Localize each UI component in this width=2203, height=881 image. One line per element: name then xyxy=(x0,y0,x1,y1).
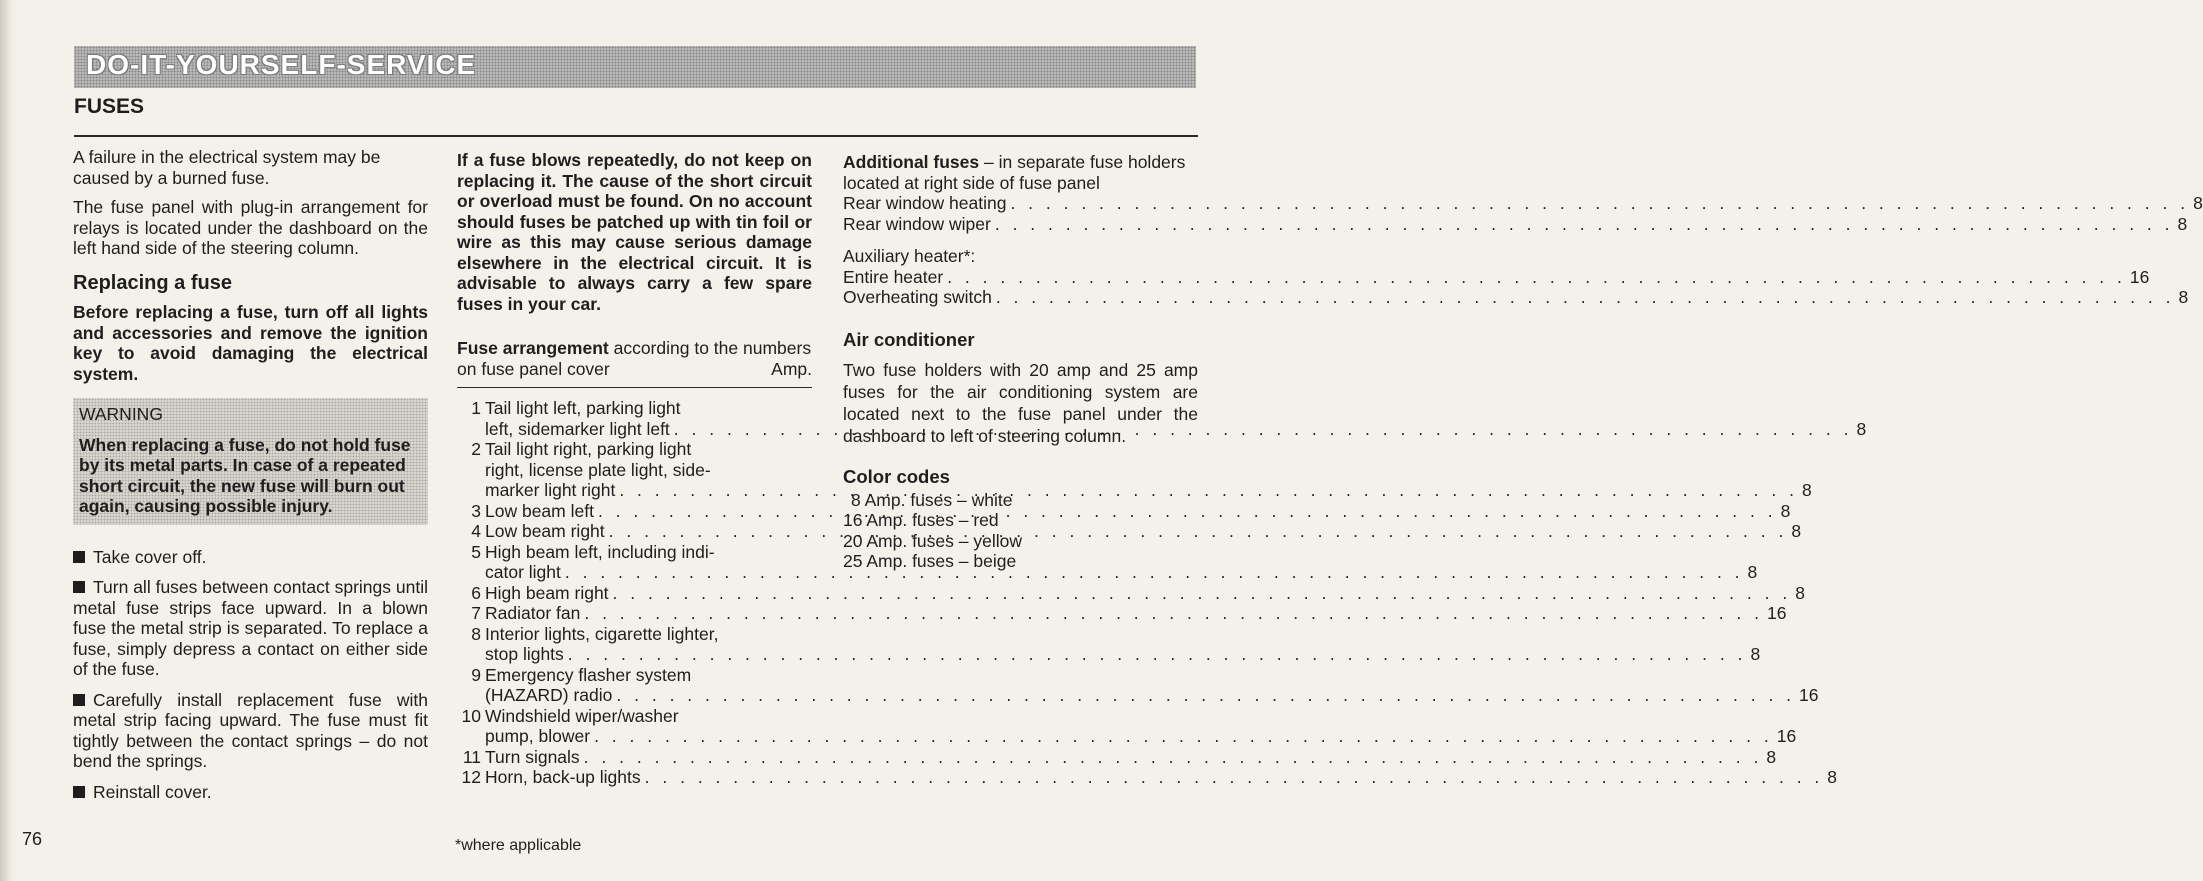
fuse-label: Horn, back-up lights xyxy=(485,767,641,787)
color-codes-heading: Color codes xyxy=(843,466,950,487)
fuse-number: 10 xyxy=(461,705,481,726)
fuse-amp: 8 xyxy=(1856,418,1867,439)
list-item: Reinstall cover. xyxy=(73,782,428,803)
fuse-description-line: Tail light left, parking light xyxy=(485,398,681,418)
fuse-amp: 8 xyxy=(1827,767,1838,787)
list-item: 25 Amp. fuses – beige xyxy=(843,551,1017,571)
bullet-square-icon xyxy=(73,694,85,706)
fuse-number: 4 xyxy=(471,521,481,541)
fuse-number: 9 xyxy=(471,664,481,685)
fuse-row xyxy=(457,623,1761,665)
fuse-description-line: Tail light right, parking light xyxy=(485,439,692,459)
fuse-amp: 16 xyxy=(1799,685,1819,705)
fuse-amp: 8 xyxy=(1747,562,1758,582)
fuse-label: (HAZARD) radio xyxy=(485,685,613,705)
fuse-leader-line xyxy=(485,644,1760,665)
amp-column-header: Amp. xyxy=(771,358,812,379)
repeated-blow-warning: If a fuse blows repeatedly, do not keep on replacing it. The cause of the short circuit or overload must be found. On no account should fuses be patched up with tin foil or wire as this may cause serious damage elsewhere in the electrical circuit. It is advisable to always carry a few spare fuses in your car. xyxy=(457,150,812,314)
fuse-number: 12 xyxy=(461,767,481,787)
fuse-number: 11 xyxy=(462,746,481,767)
fuse-amp: 8 xyxy=(1750,644,1761,664)
fuse-label: cator light xyxy=(485,562,561,582)
fuse-description-line: Interior lights, cigarette lighter, xyxy=(485,623,719,644)
title-rule xyxy=(74,135,1198,137)
warning-title: WARNING xyxy=(79,404,163,424)
air-conditioner-text: Two fuse holders with 20 amp and 25 amp fuses for the air conditioning system are located next to the fuse panel under the dashboard to left of steering column. xyxy=(843,360,1198,446)
fuse-leader-line xyxy=(485,685,1819,706)
column-left xyxy=(73,147,428,812)
arrangement-rule xyxy=(457,387,812,388)
table-row: Rear window heating . . . 8 xyxy=(843,193,1198,214)
fuse-number: 8 xyxy=(471,623,481,644)
fuse-label: Low beam right xyxy=(485,521,605,541)
page-number: 76 xyxy=(22,829,43,849)
bullet-square-icon xyxy=(73,551,85,563)
warning-text: When replacing a fuse, do not hold fuse by its metal parts. In case of a repeated short circuit, the new fuse will burn out again, causing possible injury. xyxy=(79,434,411,516)
table-row: Entire heater . . . 16 xyxy=(843,267,1198,288)
fuse-row xyxy=(457,603,1787,624)
warning-box xyxy=(73,398,428,525)
fuse-number: 1 xyxy=(471,398,481,418)
list-item: 20 Amp. fuses – yellow xyxy=(843,530,1022,551)
additional-fuses-text: – in separate fuse holders located at right side of fuse panel xyxy=(843,152,1186,193)
fuse-row xyxy=(457,664,1819,706)
fuse-amp: 16 xyxy=(1776,726,1797,746)
fuse-leader-line xyxy=(485,726,1796,747)
fuse-arrangement-header xyxy=(457,338,812,379)
fuse-number: 3 xyxy=(471,500,481,521)
additional-fuses-title: Additional fuses xyxy=(843,152,980,172)
page-title: FUSES xyxy=(74,95,145,118)
fuse-leader-line xyxy=(485,747,1776,768)
bullet-square-icon xyxy=(73,581,85,593)
fuse-panel-paragraph: The fuse panel with plug-in arrangement for relays is located under the dashboard on the left hand side of the steering column. xyxy=(73,197,428,258)
fuse-row xyxy=(457,767,1838,788)
fuse-description-line: right, license plate light, side- xyxy=(485,459,711,480)
fuse-row xyxy=(457,582,1805,604)
fuse-amp: 8 xyxy=(1801,480,1812,500)
fuse-leader-line xyxy=(485,603,1786,624)
fuse-amp: 8 xyxy=(1780,500,1791,521)
fuse-number: 5 xyxy=(471,541,481,562)
replacing-fuse-instruction: Before replacing a fuse, turn off all lights and accessories and remove the ignition key to avoid damaging the electrical system. xyxy=(73,302,428,384)
fuse-leader-line xyxy=(485,767,1837,788)
fuse-description-line: High beam left, including indi- xyxy=(485,541,715,562)
page-binding xyxy=(0,0,14,881)
fuse-label: Radiator fan xyxy=(485,603,581,623)
fuse-number: 2 xyxy=(471,439,481,459)
auxiliary-heater-title: Auxiliary heater*: xyxy=(843,246,976,266)
fuse-label: marker light right xyxy=(485,480,616,500)
bullet-square-icon xyxy=(73,786,85,798)
fuse-amp: 8 xyxy=(1791,521,1802,541)
table-row: Overheating switch . . . 8 xyxy=(843,287,1198,308)
fuse-label: High beam right xyxy=(485,582,609,603)
fuse-label: stop lights xyxy=(485,644,564,664)
air-conditioner-heading: Air conditioner xyxy=(843,328,975,350)
list-item: Take cover off. xyxy=(73,547,428,568)
fuse-amp: 16 xyxy=(1767,603,1787,623)
fuse-number: 6 xyxy=(471,582,481,603)
list-item: Turn all fuses between contact springs until metal fuse strips face upward. In a blown fuse the metal strip is separated. To replace a fuse, simply depress a contact on either side of the fuse. xyxy=(73,577,428,679)
fuse-amp: 8 xyxy=(1766,746,1777,767)
additional-fuses-intro xyxy=(843,152,1198,193)
list-item: 8 Amp. fuses – white xyxy=(851,489,1013,510)
fuse-label: Turn signals xyxy=(485,746,580,767)
table-row: Rear window wiper . . . 8 xyxy=(843,214,1198,235)
arrangement-text: according to the numbers on fuse panel cover xyxy=(457,338,812,379)
footnote: *where applicable xyxy=(455,837,582,854)
fuse-row xyxy=(457,746,1777,768)
banner-title: DO-IT-YOURSELF-SERVICE xyxy=(86,49,477,80)
list-item: 16 Amp. fuses – red xyxy=(843,510,999,530)
fuse-leader-line xyxy=(485,583,1805,604)
fuse-number: 7 xyxy=(471,603,481,623)
fuse-label: left, sidemarker light left xyxy=(485,418,670,439)
fuse-label: Low beam left xyxy=(485,500,594,521)
color-codes-list xyxy=(843,490,1198,572)
fuse-description-line: Emergency flasher system xyxy=(485,664,692,685)
section-banner xyxy=(74,46,1196,88)
replacing-fuse-heading: Replacing a fuse xyxy=(73,271,232,294)
intro-paragraph: A failure in the electrical system may be caused by a burned fuse. xyxy=(73,147,381,188)
fuse-description-line: Windshield wiper/washer xyxy=(485,705,679,726)
fuse-row xyxy=(457,705,1797,747)
fuse-label: pump, blower xyxy=(485,726,591,746)
column-right xyxy=(843,152,2203,572)
arrangement-label: Fuse arrangement xyxy=(457,338,609,358)
list-item: Carefully install replacement fuse with metal strip facing upward. The fuse must fit tightly between the contact springs – do not bend the springs. xyxy=(73,689,428,771)
fuse-row xyxy=(457,398,1867,439)
fuse-amp: 8 xyxy=(1795,582,1805,603)
